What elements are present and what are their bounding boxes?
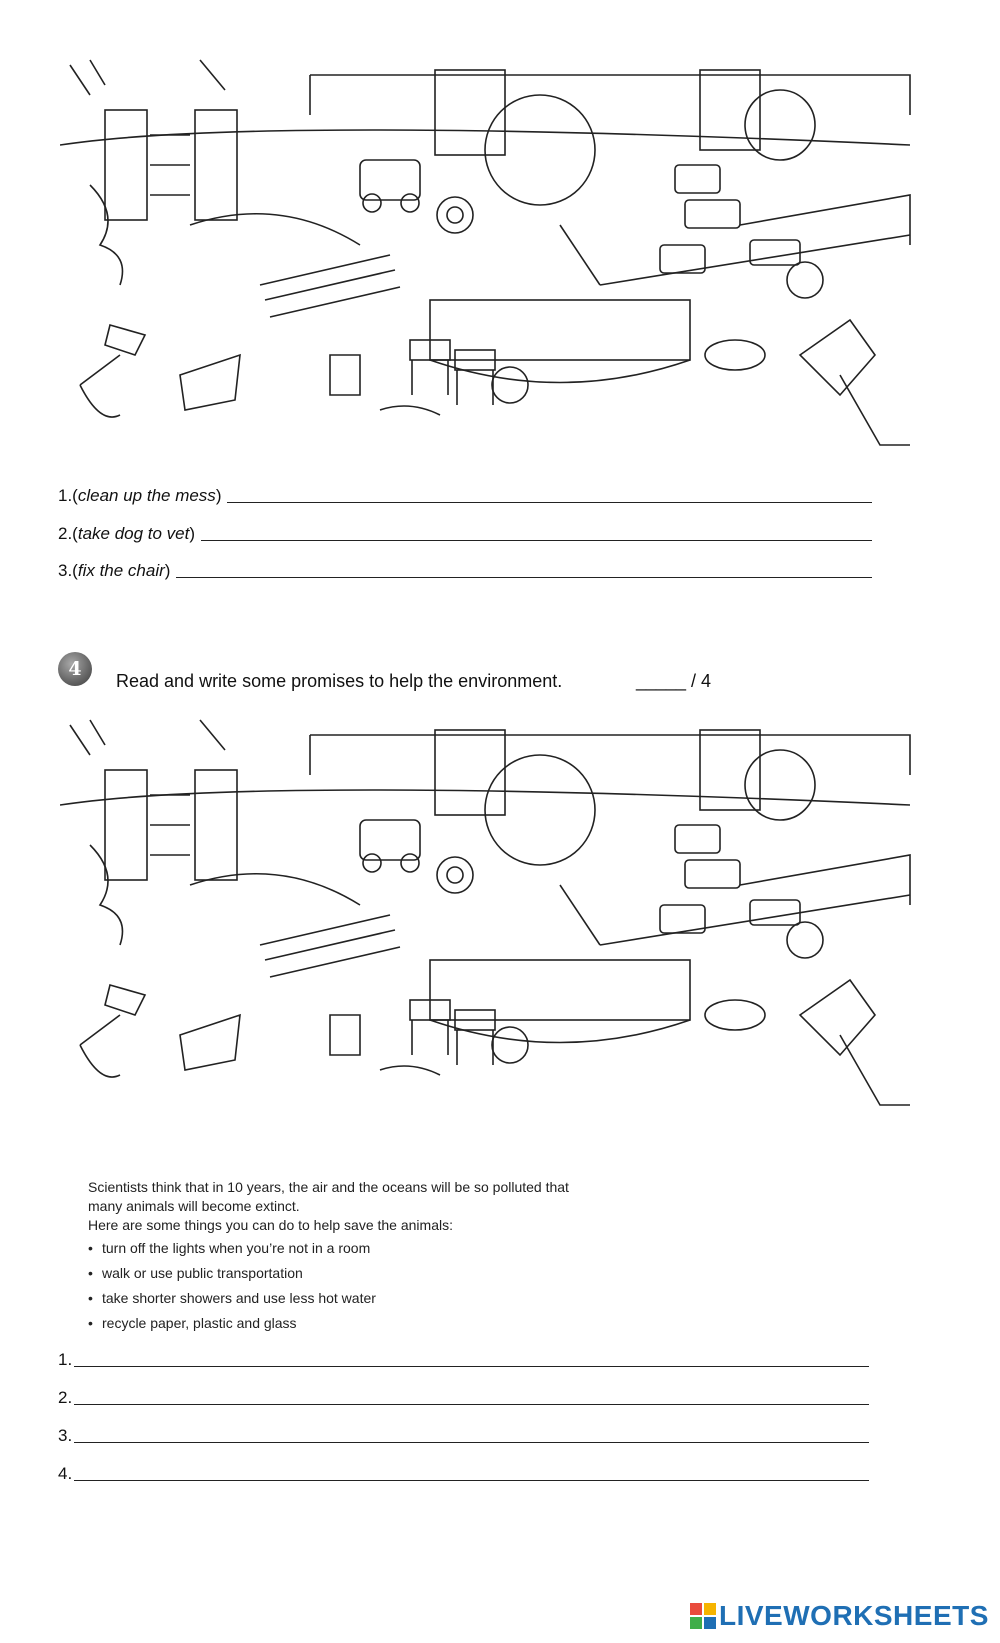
garden-drawing [60,715,915,1125]
answer-number: 1.( [58,486,78,505]
answer-prompt: clean up the mess [77,486,216,505]
promise-number: 4. [58,1464,73,1483]
score-field: _____ / 4 [636,671,712,691]
promise-line-3 [58,1426,869,1446]
promise-number: 3. [58,1426,73,1445]
garden-drawing [60,55,915,465]
info-paragraph-line: many animals will become extinct. [88,1198,300,1214]
tip-item: • take shorter showers and use less hot water [88,1289,688,1308]
tip-item: • walk or use public transportation [88,1264,688,1283]
answer-blank-2[interactable] [201,539,872,541]
messy-garden-illustration-top [60,55,915,465]
answer-close-paren: ) [164,561,171,580]
promise-line-2 [58,1388,869,1408]
promise-blank-1[interactable] [74,1366,869,1367]
promise-blank-2[interactable] [74,1404,869,1405]
logo-square [704,1603,716,1615]
liveworksheets-logo[interactable] [690,1600,989,1632]
promise-number: 2. [58,1388,73,1407]
tip-item: • recycle paper, plastic and glass [88,1314,688,1333]
logo-square [690,1617,702,1629]
logo-square [704,1617,716,1629]
section-number-badge: 4 [58,652,92,686]
answer-blank-3[interactable] [176,576,872,578]
tips-list [88,1239,688,1333]
answer-line-2 [58,524,872,544]
tip-item: • turn off the lights when you’re not in a room [88,1239,688,1258]
promise-blank-4[interactable] [74,1480,869,1481]
answer-close-paren: ) [189,524,196,543]
answer-close-paren: ) [215,486,222,505]
answer-line-1 [58,486,872,506]
promise-blank-3[interactable] [74,1442,869,1443]
messy-garden-illustration-bottom [60,715,915,1125]
logo-mark-icon [690,1603,716,1629]
answer-number: 3.( [58,561,78,580]
answer-prompt: take dog to vet [77,524,190,543]
logo-text: LIVEWORKSHEETS [719,1600,989,1631]
promise-number: 1. [58,1350,73,1369]
answer-line-3 [58,561,872,581]
info-paragraph-line: Scientists think that in 10 years, the air and the oceans will be so polluted that [88,1179,569,1195]
exercise-instruction: Read and write some promises to help the environment. [116,671,563,691]
promise-line-4 [58,1464,869,1484]
answer-number: 2.( [58,524,78,543]
promise-line-1 [58,1350,869,1370]
answer-prompt: fix the chair [77,561,165,580]
info-paragraph-line: Here are some things you can do to help save the animals: [88,1217,453,1233]
answer-blank-1[interactable] [227,501,872,503]
logo-square [690,1603,702,1615]
environment-info [88,1178,688,1339]
